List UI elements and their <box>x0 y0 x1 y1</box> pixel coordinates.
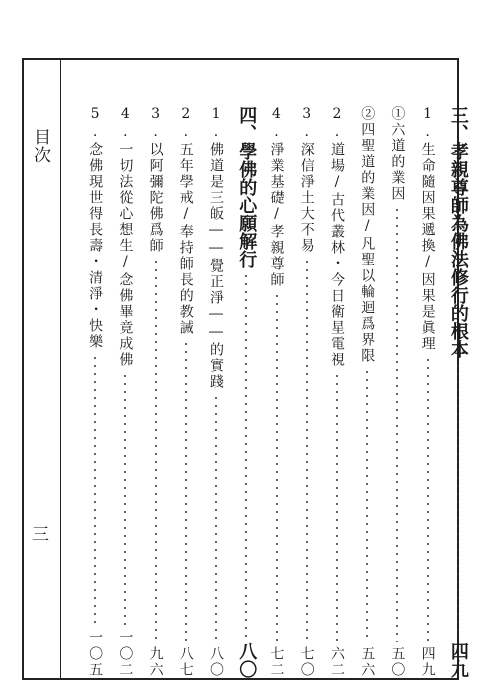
toc-entry-page: 一〇二 <box>117 630 134 678</box>
page-number: 三 <box>32 525 49 545</box>
dot-leader <box>336 372 338 642</box>
dot-leader <box>94 354 96 626</box>
toc-entry-title: ①六道的業因 <box>389 106 406 202</box>
toc-entry <box>114 106 136 678</box>
toc-entry <box>417 106 439 678</box>
toc-entry <box>175 106 197 678</box>
toc-entry-title: 3.深信淨土大不易 <box>298 106 315 254</box>
toc-entry-title: 四、學佛的心願解行 <box>236 106 258 268</box>
dot-leader <box>124 372 126 626</box>
toc-entry <box>145 106 167 678</box>
toc-entry-title: 3.以阿彌陀佛爲師 <box>147 106 164 254</box>
toc-entry-page: 一〇五 <box>87 630 104 678</box>
dot-leader <box>215 394 217 642</box>
toc-entry-page: 七二 <box>268 646 285 678</box>
dot-leader <box>396 206 398 642</box>
dot-leader <box>457 362 459 638</box>
dot-leader <box>427 356 429 642</box>
toc-entry-title: 4.淨業基礎/孝親尊師 <box>268 106 285 288</box>
dot-leader <box>245 272 247 638</box>
margin-rule <box>60 58 61 680</box>
toc-entry-page: 八〇 <box>208 646 225 678</box>
toc-entry <box>266 106 288 678</box>
toc-entry-page: 七〇 <box>298 646 315 678</box>
toc-header: 目次 <box>30 128 50 164</box>
toc-entry-page: 六二 <box>328 646 345 678</box>
dot-leader <box>276 292 278 642</box>
toc-entry <box>386 106 408 678</box>
toc-entry-title: 2.道場/古代叢林・今日衛星電視 <box>328 106 345 368</box>
toc-entry-page: 四九 <box>419 646 436 678</box>
dot-leader <box>155 258 157 642</box>
dot-leader <box>306 258 308 642</box>
toc-entry-page: 八〇 <box>236 642 258 678</box>
dot-leader <box>185 340 187 642</box>
dot-leader <box>366 368 368 642</box>
toc-entry-page: 四九 <box>447 642 469 678</box>
toc-entry <box>296 106 318 678</box>
toc-entry <box>205 106 227 678</box>
toc-entry-page: 九六 <box>147 646 164 678</box>
toc-entry-page: 五〇 <box>389 646 406 678</box>
toc-entry-title: 三、孝親尊師為佛法修行的根本 <box>447 106 469 358</box>
toc-section <box>235 106 257 678</box>
toc-entry <box>326 106 348 678</box>
toc-entry-title: 1.佛道是三皈――覺正淨――的實踐 <box>208 106 225 390</box>
toc-entry-title: 2.五年學戒/奉持師長的教誡 <box>177 106 194 336</box>
toc-entry-page: 八七 <box>177 646 194 678</box>
toc-entry-title: 1.生命隨因果遞換/因果是眞理 <box>419 106 436 352</box>
toc-entry-page: 五六 <box>359 646 376 678</box>
toc-entry <box>84 106 106 678</box>
toc-entry-title: ②四聖道的業因/凡聖以輪迴爲界限 <box>359 106 376 364</box>
toc-entry-title: 5.念佛現世得長壽・清淨・快樂 <box>87 106 104 350</box>
toc-columns <box>80 106 473 678</box>
toc-section <box>447 106 469 678</box>
toc-entry-title: 4.一切法從心想生/念佛畢竟成佛 <box>117 106 134 368</box>
toc-entry <box>356 106 378 678</box>
